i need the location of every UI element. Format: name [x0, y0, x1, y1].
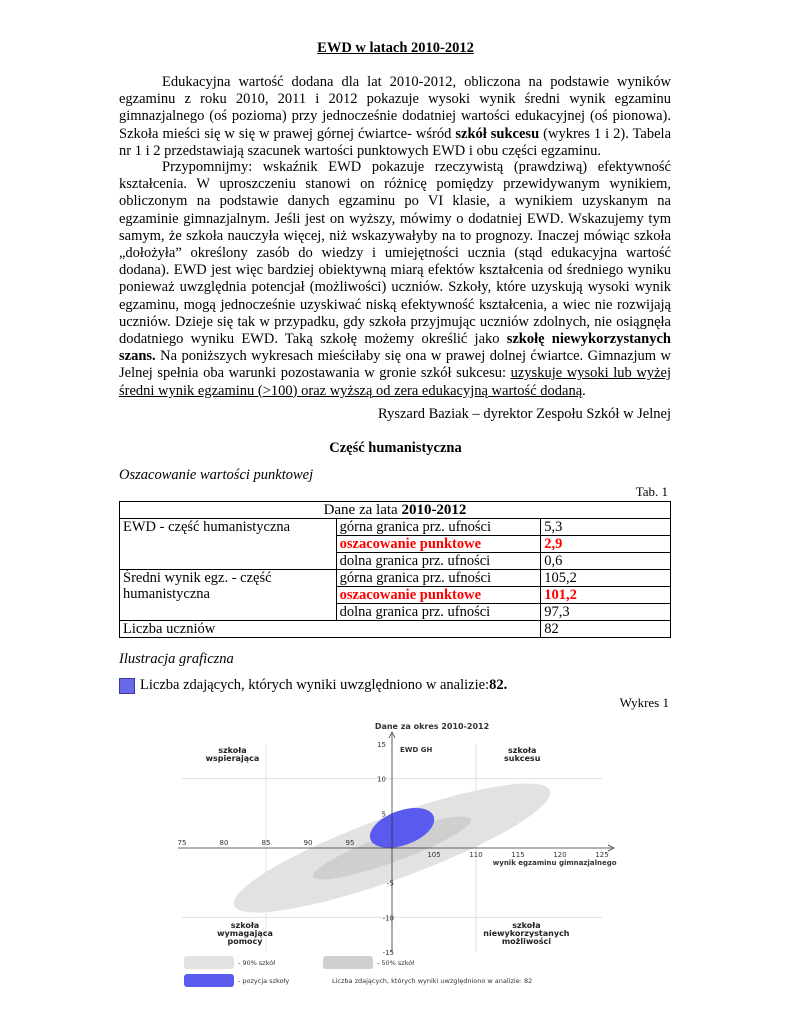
row-value: 101,2 — [541, 587, 671, 604]
x-tick-label: 85 — [261, 839, 271, 847]
quadrant-label-bottom-left: szkoła — [230, 921, 260, 930]
y-tick-label: -15 — [382, 949, 394, 957]
table-row — [120, 570, 671, 587]
ewd-table — [119, 501, 671, 638]
x-tick-label: 90 — [303, 839, 313, 847]
students-value: 82 — [541, 621, 671, 638]
quadrant-label-bottom-right: niewykorzystanych — [483, 929, 570, 938]
table-row — [120, 621, 671, 638]
figure-label: Wykres 1 — [619, 695, 669, 710]
y-tick-label: 15 — [377, 741, 386, 749]
quadrant-label-bottom-right: możliwości — [501, 937, 551, 946]
ewd-group-label: EWD - część humanistyczna — [120, 519, 337, 570]
quadrant-label-bottom-left: pomocy — [227, 937, 263, 946]
x-tick-label: 110 — [469, 851, 483, 859]
subheading-estimate: Oszacowanie wartości punktowej — [119, 467, 314, 483]
table-header-prefix: Dane za lata — [323, 502, 402, 518]
quadrant-label-top-right: szkoła — [508, 746, 537, 755]
text-run: (wykres 1 i 2). Tabela nr 1 i 2 przedstawiają szacunek wartości punktowych EWD i obu części egzaminu. — [119, 125, 672, 159]
ewd-scatter-chart — [168, 716, 618, 992]
row-value: 0,6 — [541, 553, 671, 570]
row-value: 97,3 — [541, 604, 671, 621]
x-tick-label: 95 — [345, 839, 355, 847]
text-run: szkół sukcesu — [455, 125, 540, 142]
x-tick-label: 80 — [219, 839, 229, 847]
y-axis-label: EWD GH — [400, 746, 433, 754]
mean-group-label: Średni wynik egz. - część humanistyczna — [120, 570, 337, 621]
row-label: dolna granica prz. ufności — [336, 553, 541, 570]
students-label: Liczba uczniów — [120, 621, 541, 638]
row-value: 105,2 — [541, 570, 671, 587]
row-value: 5,3 — [541, 519, 671, 536]
legend-row — [119, 677, 507, 694]
x-tick-label: 125 — [595, 851, 609, 859]
quadrant-label-bottom-left: wymagająca — [217, 929, 273, 938]
chart-footer: Liczba zdających, których wyniki uwzględniono w analizie: 82 — [332, 977, 533, 985]
x-tick-label: 115 — [511, 851, 525, 859]
text-run: uzyskuje wysoki lub wyżej średni wynik egzaminu (>100) oraz wyższą od zera edukacyjną wartość dodaną — [119, 365, 671, 399]
text-run: Na poniższych wykresach mieściłaby się ona w prawej dolnej ćwiartce. Gimnazjum w Jelnej spełnia oba warunki pozostawania w gronie szkół sukcesu: — [119, 348, 671, 382]
y-tick-label: 10 — [377, 775, 386, 784]
y-tick-label: -5 — [387, 879, 394, 888]
explanation-paragraph — [119, 159, 671, 400]
text-run: Edukacyjna wartość dodana dla lat 2010-2012, obliczona na podstawie wyników egzaminu z roku 2010, 2011 i 2012 pokazuje wysoki wynik średni wynik egzaminu gimnazjalnego (oś pozioma) przy jednocześnie dodatniej wartości edukacyjnej (oś pionowa). Szkoła mieści się w się w prawej górnej ćwiartce- wśród — [119, 74, 671, 142]
table-row — [120, 519, 671, 536]
quadrant-label-top-left: wspierająca — [205, 754, 260, 763]
legend-count: 82. — [489, 677, 508, 693]
row-label: górna granica prz. ufności — [336, 570, 541, 587]
x-tick-label: 105 — [427, 851, 441, 859]
row-label: oszacowanie punktowe — [336, 536, 541, 553]
legend-label: - 50% szkół — [377, 959, 415, 967]
text-run: . — [582, 382, 586, 399]
table-header — [120, 502, 671, 519]
intro-paragraph — [119, 74, 671, 160]
x-axis-label: wynik egzaminu gimnazjalnego — [492, 859, 617, 867]
chart-title: Dane za okres 2010-2012 — [374, 722, 490, 731]
y-tick-label: -10 — [382, 914, 394, 923]
table-label: Tab. 1 — [635, 484, 668, 499]
section-title: Część humanistyczna — [329, 440, 462, 456]
text-run: Przypomnijmy: wskaźnik EWD pokazuje rzeczywistą (prawdziwą) efektywność kształcenia. W uproszczeniu stanowi on różnicę pomiędzy przewidywanym wynikiem, obliczonym na podstawie danych egzaminu po VI klasie, a wynikiem uzyskanym na egzaminie gimnazjalnym. Jeśli jest on wyższy, mówimy o dodatniej EWD. Wskazujemy tym samym, że szkoła nauczyła więcej, niż wskazywałyby na to prognozy. Inaczej mówiąc szkoła „dołożyła” określony zasób do wiedzy i umiejętności ucznia (stąd edukacyjna wartość dodana). EWD jest więc bardziej obiektywną miarą efektów kształcenia od średniego wyniku ponieważ uwzględnia potencjał (możliwości) uczniów. Szkoły, które uzyskują wysoki wynik egzaminu, mogą jednocześnie uzyskiwać niską efektywność kształcenia, a wiec nie rozwijają uczniów. Dzieje się tak w przypadku, gdy szkoła przyjmując uczniów zdolnych, nie osiągnęła dodatniego wyniku EWD. Taką szkołę możemy określić jako — [119, 159, 671, 348]
row-label: górna granica prz. ufności — [336, 519, 541, 536]
subheading-graphic: Ilustracja graficzna — [119, 651, 234, 667]
table-header-years: 2010-2012 — [401, 502, 467, 518]
quadrant-label-bottom-right: szkoła — [512, 921, 541, 930]
row-label: oszacowanie punktowe — [336, 587, 541, 604]
legend-swatch — [119, 678, 135, 694]
y-tick-label: 5 — [381, 810, 386, 819]
document-title: EWD w latach 2010-2012 — [317, 40, 474, 56]
quadrant-label-top-right: sukcesu — [503, 754, 541, 763]
row-label: dolna granica prz. ufności — [336, 604, 541, 621]
legend-label: - pozycja szkoły — [238, 977, 290, 985]
x-tick-label: 75 — [177, 839, 187, 847]
legend-swatch-90 — [184, 956, 234, 969]
row-value: 2,9 — [541, 536, 671, 553]
legend-swatch-50 — [323, 956, 373, 969]
legend-label: - 90% szkół — [238, 959, 276, 967]
table-header-row — [120, 502, 671, 519]
quadrant-label-top-left: szkoła — [218, 746, 247, 755]
legend-text: Liczba zdających, których wyniki uwzględniono w analizie: — [140, 677, 490, 693]
legend-swatch-school — [184, 974, 234, 987]
signature: Ryszard Baziak – dyrektor Zespołu Szkół w Jelnej — [378, 406, 671, 422]
x-tick-label: 120 — [553, 851, 567, 859]
text-run: szkołę niewykorzystanych szans. — [119, 331, 671, 365]
